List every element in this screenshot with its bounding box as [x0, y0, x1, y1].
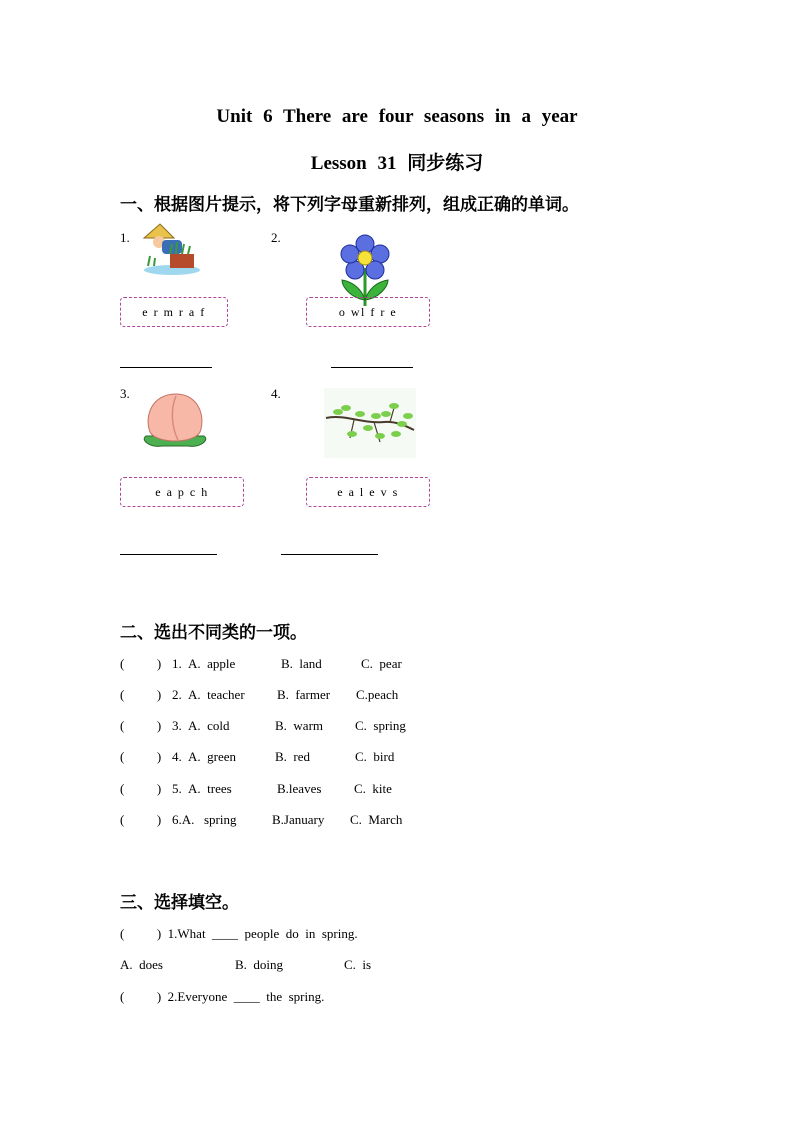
peach-picture: [140, 388, 210, 450]
item-2-number: 2.: [271, 230, 281, 245]
letters-box-2: o wl f r e: [306, 297, 430, 327]
question-number: 5.: [172, 781, 182, 796]
option-a: spring: [204, 812, 237, 827]
question-number: 3.: [172, 718, 182, 733]
question-number: 4.: [172, 749, 182, 764]
option-b: B.January: [272, 812, 325, 827]
part3-heading: 三、选择填空。: [120, 893, 239, 913]
option-c: C. bird: [355, 749, 395, 764]
option-a: A. does: [120, 957, 163, 972]
answer-paren[interactable]: ( ): [120, 749, 162, 764]
item-3-number: 3.: [120, 386, 130, 401]
question-number: 2.: [172, 687, 182, 702]
part2-heading: 二、选出不同类的一项。: [120, 623, 307, 643]
option-b: B. land: [281, 656, 322, 671]
option-c: C. kite: [354, 781, 392, 796]
option-c: C. is: [344, 957, 372, 972]
question-text: ( ) 1.What ____ people do in spring.: [120, 926, 358, 941]
page-title: Unit 6 There are four seasons in a year: [216, 106, 578, 127]
answer-paren[interactable]: ( ): [120, 656, 162, 671]
option-b: B. warm: [275, 718, 324, 733]
option-c: C.peach: [356, 687, 399, 702]
answer-blank-1[interactable]: [120, 367, 212, 368]
option-a: A. green: [188, 749, 237, 764]
item-1-number: 1.: [120, 230, 130, 245]
option-b: B. red: [275, 749, 311, 764]
question-number: 1.: [172, 656, 182, 671]
option-a: A. teacher: [188, 687, 245, 702]
leaves-branch-picture: [324, 388, 416, 458]
option-c: C. pear: [361, 656, 402, 671]
page-subtitle: Lesson 31 同步练习: [310, 153, 484, 174]
option-b: B.leaves: [277, 781, 322, 796]
option-b: B. farmer: [277, 687, 331, 702]
farmer-picture: [140, 222, 202, 278]
letters-box-4: e a l e v s: [306, 477, 430, 507]
option-b: B. doing: [235, 957, 284, 972]
option-a: A. apple: [188, 656, 236, 671]
option-a: A. trees: [188, 781, 232, 796]
option-c: C. spring: [355, 718, 406, 733]
option-c: C. March: [350, 812, 403, 827]
part1-heading: 一、根据图片提示，将下列字母重新排列，组成正确的单词。: [120, 195, 579, 215]
answer-blank-3[interactable]: [120, 554, 217, 555]
item-4-number: 4.: [271, 386, 281, 401]
letters-box-1: e r m r a f: [120, 297, 228, 327]
letters-box-3: e a p c h: [120, 477, 244, 507]
answer-paren[interactable]: ( ): [120, 687, 162, 702]
answer-paren[interactable]: ( ): [120, 812, 162, 827]
question-number: 6.A.: [172, 812, 195, 827]
option-a: A. cold: [188, 718, 230, 733]
answer-paren[interactable]: ( ): [120, 781, 162, 796]
answer-paren[interactable]: ( ): [120, 718, 162, 733]
answer-blank-4[interactable]: [281, 554, 378, 555]
question-text: ( ) 2.Everyone ____ the spring.: [120, 989, 325, 1004]
answer-blank-2[interactable]: [331, 367, 413, 368]
